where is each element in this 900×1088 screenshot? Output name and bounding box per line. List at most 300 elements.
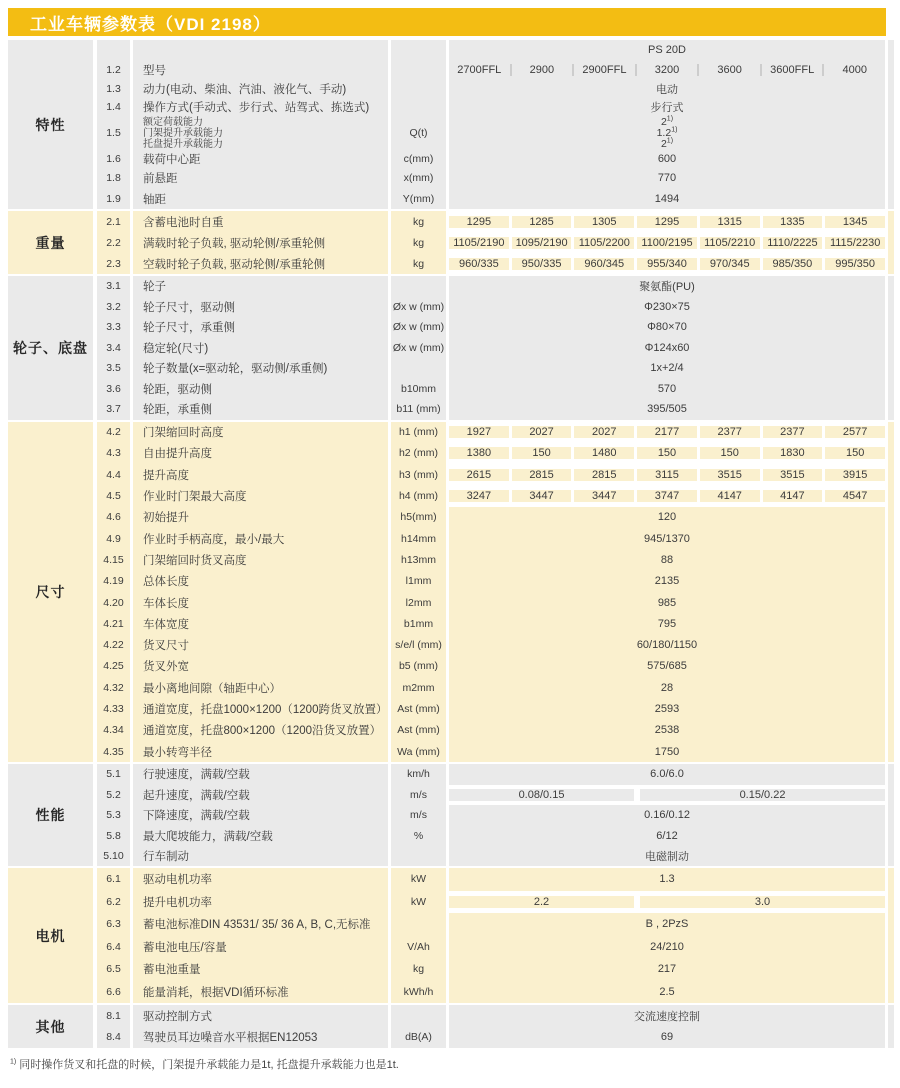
right-edge-strip	[888, 188, 894, 209]
value-cell: 3447	[512, 490, 572, 502]
row-description: 提升高度	[133, 464, 388, 485]
table-row	[97, 846, 894, 866]
row-unit: dB(A)	[391, 1027, 446, 1049]
section-other-rows	[97, 1005, 894, 1048]
right-edge-strip	[888, 40, 894, 60]
value-cell: 3515	[700, 469, 760, 481]
row-number: 2.3	[97, 253, 130, 274]
row-value: 6/12	[449, 825, 885, 845]
row-description: 稳定轮(尺寸)	[133, 338, 388, 359]
row-unit	[391, 846, 446, 866]
row-number: 4.32	[97, 677, 130, 698]
value-right: 3.0	[640, 896, 885, 908]
row-unit: km/h	[391, 764, 446, 784]
row-number: 2.2	[97, 232, 130, 253]
row-value: Φ80×70	[449, 317, 885, 338]
table-row	[97, 150, 894, 167]
table-row	[97, 868, 894, 891]
value-cell: 3447	[574, 490, 634, 502]
row-unit: b10mm	[391, 379, 446, 400]
right-edge-strip	[888, 317, 894, 338]
row-description: 通道宽度，托盘800×1200（1200沿货叉放置）	[133, 720, 388, 741]
row-value: 60/180/1150	[449, 634, 885, 655]
table-row	[97, 656, 894, 677]
right-edge-strip	[888, 868, 894, 891]
table-row	[97, 634, 894, 655]
row-description: 轮子尺寸，驱动侧	[133, 297, 388, 318]
row-value: 2538	[449, 720, 885, 741]
table-row	[97, 276, 894, 297]
row-description: 行车制动	[133, 846, 388, 866]
row-number: 1.9	[97, 188, 130, 209]
table-row	[97, 825, 894, 845]
row-value	[449, 253, 885, 274]
row-unit: kg	[391, 958, 446, 981]
row-number: 6.1	[97, 868, 130, 891]
row-description: 最小转弯半径	[133, 741, 388, 762]
right-edge-strip	[888, 634, 894, 655]
row-number: 1.5	[97, 116, 130, 150]
row-unit	[391, 98, 446, 116]
row-number: 4.3	[97, 443, 130, 464]
right-edge-strip	[888, 958, 894, 981]
value-cell: 1095/2190	[512, 237, 572, 249]
value-cell: 995/350	[825, 258, 885, 270]
row-description: 能量消耗，根据VDI循环标准	[133, 981, 388, 1004]
row-number: 3.2	[97, 297, 130, 318]
row-value: 0.16/0.12	[449, 805, 885, 825]
footnote-marker: 1)	[10, 1058, 17, 1066]
row-unit: kg	[391, 253, 446, 274]
row-number: 4.25	[97, 656, 130, 677]
row-number: 1.6	[97, 150, 130, 167]
row-number: 4.22	[97, 634, 130, 655]
description-line: 托盘提升承载能力	[143, 138, 223, 150]
row-description: 作业时手柄高度，最小/最大	[133, 528, 388, 549]
right-edge-strip	[888, 656, 894, 677]
value-cell: 2177	[637, 426, 697, 438]
row-unit: kg	[391, 211, 446, 232]
row-description: 行驶速度，满载/空载	[133, 764, 388, 784]
row-unit: Øx w (mm)	[391, 297, 446, 318]
row-number: 3.4	[97, 338, 130, 359]
row-unit: Q(t)	[391, 116, 446, 150]
title-bar	[8, 8, 886, 36]
right-edge-strip	[888, 98, 894, 116]
table-row	[97, 764, 894, 784]
table-row	[97, 464, 894, 485]
value-cell: 1315	[700, 216, 760, 228]
row-description	[133, 40, 388, 60]
table-row	[97, 188, 894, 209]
section-characteristics-label: 特性	[8, 40, 93, 209]
row-number: 3.6	[97, 379, 130, 400]
row-number: 4.5	[97, 485, 130, 506]
row-value: 交流速度控制	[449, 1005, 885, 1027]
row-value	[449, 891, 885, 914]
row-unit: Øx w (mm)	[391, 338, 446, 359]
right-edge-strip	[888, 741, 894, 762]
row-unit: V/Ah	[391, 936, 446, 959]
row-value: 795	[449, 613, 885, 634]
right-edge-strip	[888, 485, 894, 506]
table-row	[97, 981, 894, 1004]
table-row	[97, 358, 894, 379]
table-row	[97, 167, 894, 188]
table-row	[97, 741, 894, 762]
row-value: Φ230×75	[449, 297, 885, 318]
row-number: 4.20	[97, 592, 130, 613]
row-number: 1.3	[97, 80, 130, 98]
row-number: 5.10	[97, 846, 130, 866]
table-row	[97, 613, 894, 634]
table-row	[97, 720, 894, 741]
row-value: 1750	[449, 741, 885, 762]
row-number: 1.4	[97, 98, 130, 116]
table-row	[97, 677, 894, 698]
row-value: 570	[449, 379, 885, 400]
footnote-marker: 1)	[666, 137, 674, 144]
right-edge-strip	[888, 358, 894, 379]
row-description: 操作方式(手动式、步行式、站驾式、拣选式)	[133, 98, 388, 116]
row-unit: kg	[391, 232, 446, 253]
description-line: 额定荷载能力	[143, 116, 203, 128]
row-number: 8.4	[97, 1027, 130, 1049]
value-cell: 1830	[763, 447, 823, 459]
row-number: 6.5	[97, 958, 130, 981]
row-description: 驱动控制方式	[133, 1005, 388, 1027]
model-column-header: 4000	[842, 64, 867, 76]
spec-table	[8, 40, 894, 1050]
row-unit: s/e/l (mm)	[391, 634, 446, 655]
value-right: 0.15/0.22	[640, 789, 885, 801]
row-description: 轮子	[133, 276, 388, 297]
row-number: 6.6	[97, 981, 130, 1004]
right-edge-strip	[888, 825, 894, 845]
row-value	[449, 443, 885, 464]
model-column-header: 2900FFL	[582, 64, 627, 76]
value-cell: 3515	[763, 469, 823, 481]
row-value: 2135	[449, 571, 885, 592]
right-edge-strip	[888, 913, 894, 936]
row-description: 最大爬坡能力，满载/空载	[133, 825, 388, 845]
row-value: 217	[449, 958, 885, 981]
table-row	[97, 592, 894, 613]
right-edge-strip	[888, 297, 894, 318]
table-row	[97, 698, 894, 719]
value-cell: 2377	[763, 426, 823, 438]
page-title: 工业车辆参数表（VDI 2198）	[30, 14, 271, 34]
row-value: B , 2PzS	[449, 913, 885, 936]
right-edge-strip	[888, 379, 894, 400]
section-weight-label: 重量	[8, 211, 93, 274]
row-value: 2593	[449, 698, 885, 719]
row-value	[449, 232, 885, 253]
row-description: 下降速度，满载/空载	[133, 805, 388, 825]
right-edge-strip	[888, 507, 894, 528]
row-unit: Ast (mm)	[391, 720, 446, 741]
table-row	[97, 1005, 894, 1027]
row-number: 1.8	[97, 167, 130, 188]
row-unit	[391, 358, 446, 379]
row-description: 最小离地间隙（轴距中心）	[133, 677, 388, 698]
right-edge-strip	[888, 846, 894, 866]
value-line: 1.2$^{1)}$	[656, 126, 678, 139]
value-cell: 2815	[574, 469, 634, 481]
row-description: 货叉外宽	[133, 656, 388, 677]
row-description: 车体宽度	[133, 613, 388, 634]
row-value: 电磁制动	[449, 846, 885, 866]
table-row	[97, 422, 894, 443]
row-unit: h1 (mm)	[391, 422, 446, 443]
row-description: 空载时轮子负载, 驱动轮侧/承重轮侧	[133, 253, 388, 274]
value-cell: 2615	[449, 469, 509, 481]
right-edge-strip	[888, 1027, 894, 1049]
section-dimensions-rows	[97, 422, 894, 763]
footnote-text: 同时操作货叉和托盘的时候，门架提升承载能力是1t, 托盘提升承载能力也是1t.	[19, 1059, 399, 1071]
value-cell: 960/345	[574, 258, 634, 270]
row-unit	[391, 1005, 446, 1027]
table-row	[97, 936, 894, 959]
right-edge-strip	[888, 253, 894, 274]
model-column-header: 3600FFL	[770, 64, 815, 76]
row-unit: m/s	[391, 805, 446, 825]
row-unit: c(mm)	[391, 150, 446, 167]
value-cell: 150	[512, 447, 572, 459]
value-cell: 1105/2210	[700, 237, 760, 249]
table-row	[97, 399, 894, 420]
row-value: 945/1370	[449, 528, 885, 549]
right-edge-strip	[888, 891, 894, 914]
section-motor-label: 电机	[8, 868, 93, 1003]
right-edge-strip	[888, 1005, 894, 1027]
row-description: 总体长度	[133, 571, 388, 592]
value-cell: 960/335	[449, 258, 509, 270]
section-performance	[8, 764, 894, 866]
model-column-header: 2700FFL	[457, 64, 502, 76]
table-row	[97, 485, 894, 506]
row-description: 轮距，承重侧	[133, 399, 388, 420]
section-other	[8, 1005, 894, 1048]
value-cell: 1115/2230	[825, 237, 885, 249]
row-description: 轴距	[133, 188, 388, 209]
right-edge-strip	[888, 464, 894, 485]
row-description: 门架缩回时高度	[133, 422, 388, 443]
row-number	[97, 40, 130, 60]
right-edge-strip	[888, 80, 894, 98]
row-number: 4.21	[97, 613, 130, 634]
row-description: 蓄电池电压/容量	[133, 936, 388, 959]
section-wheels-label: 轮子、底盘	[8, 276, 93, 420]
description-line: 门架提升承载能力	[143, 127, 223, 139]
right-edge-strip	[888, 528, 894, 549]
table-row	[97, 40, 894, 60]
row-unit: Ast (mm)	[391, 698, 446, 719]
right-edge-strip	[888, 116, 894, 150]
right-edge-strip	[888, 60, 894, 80]
right-edge-strip	[888, 167, 894, 188]
table-row	[97, 98, 894, 116]
value-line: 2$^{1)}$	[660, 115, 674, 128]
value-cell: 1100/2195	[637, 237, 697, 249]
value-line: 2$^{1)}$	[660, 137, 674, 150]
table-row	[97, 443, 894, 464]
right-edge-strip	[888, 571, 894, 592]
row-unit	[391, 40, 446, 60]
value-cell: 3247	[449, 490, 509, 502]
row-unit: kW	[391, 868, 446, 891]
row-description: 通道宽度，托盘1000×1200（1200跨货叉放置）	[133, 698, 388, 719]
row-description: 起升速度，满载/空载	[133, 785, 388, 805]
section-characteristics	[8, 40, 894, 209]
footnote	[10, 1056, 399, 1072]
row-description: 动力(电动、柴油、汽油、液化气、手动)	[133, 80, 388, 98]
row-value: 69	[449, 1027, 885, 1049]
section-dimensions-label: 尺寸	[8, 422, 93, 763]
row-description: 自由提升高度	[133, 443, 388, 464]
right-edge-strip	[888, 232, 894, 253]
row-description: 驾驶员耳边噪音水平根据EN12053	[133, 1027, 388, 1049]
row-number: 2.1	[97, 211, 130, 232]
row-unit: kWh/h	[391, 981, 446, 1004]
table-row	[97, 805, 894, 825]
row-description: 驱动电机功率	[133, 868, 388, 891]
row-description: 初始提升	[133, 507, 388, 528]
table-row	[97, 913, 894, 936]
value-cell: 4147	[700, 490, 760, 502]
row-value: 395/505	[449, 399, 885, 420]
row-number: 1.2	[97, 60, 130, 80]
row-unit: h2 (mm)	[391, 443, 446, 464]
footnote-marker: 1)	[671, 126, 678, 133]
row-number: 6.4	[97, 936, 130, 959]
row-description: 提升电机功率	[133, 891, 388, 914]
table-row	[97, 507, 894, 528]
row-number: 4.15	[97, 549, 130, 570]
row-value: 770	[449, 167, 885, 188]
row-value: 6.0/6.0	[449, 764, 885, 784]
value-cell: 4547	[825, 490, 885, 502]
value-cell: 955/340	[637, 258, 697, 270]
row-unit: Øx w (mm)	[391, 317, 446, 338]
row-value	[449, 60, 885, 80]
row-number: 4.35	[97, 741, 130, 762]
row-unit: h13mm	[391, 549, 446, 570]
value-cell: 1295	[637, 216, 697, 228]
row-number: 4.2	[97, 422, 130, 443]
table-row	[97, 338, 894, 359]
right-edge-strip	[888, 785, 894, 805]
table-row	[97, 785, 894, 805]
row-value: 120	[449, 507, 885, 528]
section-characteristics-rows	[97, 40, 894, 209]
value-cell: 1295	[449, 216, 509, 228]
value-cell: 950/335	[512, 258, 572, 270]
value-cell: 2027	[512, 426, 572, 438]
row-value	[449, 785, 885, 805]
row-unit: l1mm	[391, 571, 446, 592]
right-edge-strip	[888, 981, 894, 1004]
row-unit: Wa (mm)	[391, 741, 446, 762]
row-unit	[391, 913, 446, 936]
row-number: 4.19	[97, 571, 130, 592]
value-cell: 150	[637, 447, 697, 459]
row-number: 4.33	[97, 698, 130, 719]
row-description: 含蓄电池时自重	[133, 211, 388, 232]
value-cell: 1927	[449, 426, 509, 438]
row-description	[133, 116, 388, 150]
row-description: 蓄电池重量	[133, 958, 388, 981]
row-unit	[391, 80, 446, 98]
row-unit: Y(mm)	[391, 188, 446, 209]
section-wheels-rows	[97, 276, 894, 420]
row-number: 3.5	[97, 358, 130, 379]
model-column-header: 3200	[654, 64, 680, 76]
value-left: 2.2	[449, 896, 634, 908]
value-cell: 1480	[574, 447, 634, 459]
row-value	[449, 422, 885, 443]
row-value: 1494	[449, 188, 885, 209]
value-cell: 4147	[763, 490, 823, 502]
value-cell: 3747	[637, 490, 697, 502]
table-row	[97, 253, 894, 274]
row-value: 985	[449, 592, 885, 613]
right-edge-strip	[888, 399, 894, 420]
table-row	[97, 317, 894, 338]
table-row	[97, 379, 894, 400]
row-description: 轮距，驱动侧	[133, 379, 388, 400]
row-unit	[391, 60, 446, 80]
row-value: 88	[449, 549, 885, 570]
table-row	[97, 1027, 894, 1049]
row-value: 575/685	[449, 656, 885, 677]
row-unit: b5 (mm)	[391, 656, 446, 677]
row-unit: m/s	[391, 785, 446, 805]
right-edge-strip	[888, 422, 894, 443]
value-cell: 1110/2225	[763, 237, 823, 249]
row-value: 2.5	[449, 981, 885, 1004]
value-cell: 150	[825, 447, 885, 459]
table-row	[97, 549, 894, 570]
value-cell: 985/350	[763, 258, 823, 270]
row-unit: b11 (mm)	[391, 399, 446, 420]
right-edge-strip	[888, 613, 894, 634]
table-row	[97, 60, 894, 80]
value-cell: 150	[700, 447, 760, 459]
right-edge-strip	[888, 211, 894, 232]
row-number: 3.1	[97, 276, 130, 297]
row-description: 满载时轮子负载, 驱动轮侧/承重轮侧	[133, 232, 388, 253]
row-description: 门架缩回时货叉高度	[133, 549, 388, 570]
row-value	[449, 116, 885, 150]
value-cell: 2815	[512, 469, 572, 481]
footnote-marker: 1)	[666, 115, 674, 122]
row-description: 轮子数量(x=驱动轮，驱动侧/承重侧)	[133, 358, 388, 379]
value-cell: 3915	[825, 469, 885, 481]
table-row	[97, 891, 894, 914]
row-unit: kW	[391, 891, 446, 914]
row-number: 4.34	[97, 720, 130, 741]
row-number: 5.2	[97, 785, 130, 805]
section-wheels	[8, 276, 894, 420]
value-cell: 1345	[825, 216, 885, 228]
row-description: 前悬距	[133, 167, 388, 188]
value-cell: 1105/2200	[574, 237, 634, 249]
section-weight	[8, 211, 894, 274]
row-unit	[391, 276, 446, 297]
right-edge-strip	[888, 592, 894, 613]
row-unit: l2mm	[391, 592, 446, 613]
